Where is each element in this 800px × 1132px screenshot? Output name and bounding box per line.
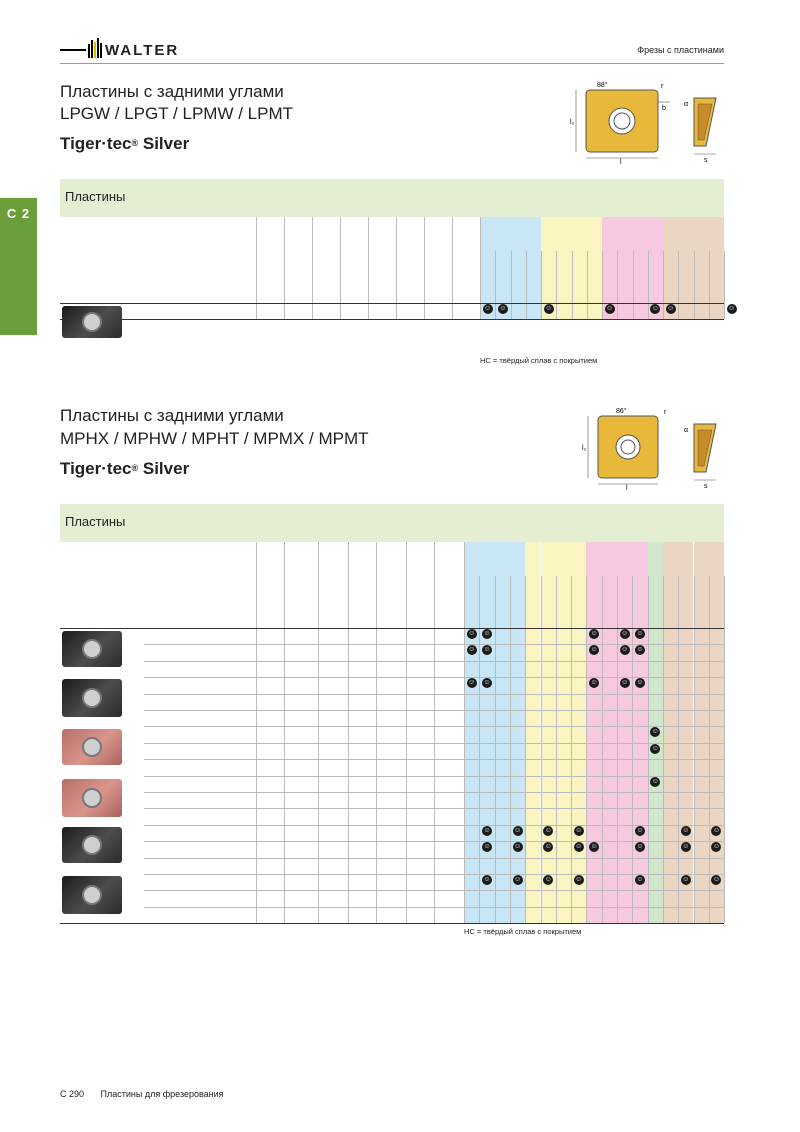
recommended-grade-icon: ☺ [712,843,721,851]
recommended-grade-icon: ☺ [621,630,629,637]
recommended-grade-icon: ☺ [483,843,491,851]
diagram2-r-label: r [664,409,667,416]
header-rule [60,303,724,304]
recommended-grade-icon: ☺ [483,826,491,834]
recommended-grade-icon: ☺ [682,843,690,851]
grade-band-s [663,542,678,923]
recommended-grade-icon: ☺ [651,728,659,736]
recommended-grade-icon: ☺ [468,679,476,687]
grade-band-k [632,542,647,923]
grade-band-m [556,542,571,923]
recommended-grade-icon: ☺ [621,646,629,654]
row-divider [144,743,724,744]
section1-table [60,217,736,353]
recommended-grade-icon: ☺ [575,826,583,834]
recommended-grade-icon: ☺ [544,843,552,851]
recommended-grade-icon: ☺ [682,876,690,883]
insert-photo [62,679,122,717]
insert-photo [62,306,122,338]
row-divider [144,694,724,695]
recommended-grade-icon: ☺ [513,876,522,883]
recommended-grade-icon: ☺ [483,646,491,654]
insert-photo-hole [82,639,102,659]
recommended-grade-icon: ☺ [651,744,659,752]
recommended-grade-icon: ☺ [544,826,552,834]
recommended-grade-icon: ☺ [636,843,644,851]
edges-header [288,546,310,624]
insert-photo [62,876,122,914]
diagram1-b-label: b [662,105,666,112]
grade-column-divider [694,251,695,319]
section2-table [60,542,724,924]
grade-column-divider [633,251,634,319]
column-divider [348,542,349,923]
recommended-grade-icon: ☺ [621,679,629,687]
recommended-grade-icon: ☺ [484,305,492,312]
recommended-grade-icon: ☺ [606,305,614,312]
insert-photo-hole [82,312,102,332]
diagram2-l2-label: l₂ [582,445,587,452]
row-divider [144,759,724,760]
row-divider [144,907,724,908]
column-divider [376,542,377,923]
grade-column-divider [587,251,588,319]
page-footer [60,1089,238,1099]
logo-bars [88,38,103,58]
recommended-grade-icon: ☺ [590,843,598,851]
grade-band-k [617,542,632,923]
header-section-title: Фрезы с пластинами [637,45,724,55]
recommended-grade-icon: ☺ [651,305,659,312]
insert-photo [62,729,122,765]
column-divider [284,542,285,923]
grade-band-p [464,542,479,923]
section2-title-line1: Пластины с задними углами [60,406,284,425]
insert-photo-hole [82,688,102,708]
insert-photo-hole [82,885,102,905]
section1-subtitle: Tiger·tec® Silver [60,134,190,153]
recommended-grade-icon: ☺ [590,679,598,687]
insert-photo [62,779,122,817]
grade-column-divider [709,251,710,319]
insert-photo [62,827,122,863]
recommended-grade-icon: ☺ [483,630,491,637]
grade-band-p [479,542,494,923]
diagram2-l-label: l [626,485,628,492]
row-divider [144,890,724,891]
recommended-grade-icon: ☺ [636,630,644,637]
page-header [60,36,724,64]
recommended-grade-icon: ☺ [636,679,644,687]
grade-band-k [602,542,617,923]
diagram1-s-label: s [704,157,708,164]
column-divider [256,542,257,923]
grade-band-k [586,542,601,923]
recommended-grade-icon: ☺ [636,646,644,654]
grade-band-s [678,542,693,923]
recommended-grade-icon: ☺ [682,826,690,834]
grade-column-divider [495,251,496,319]
insert-photo [62,631,122,667]
grade-column-divider [602,251,603,319]
edges-header [288,221,310,299]
grade-column-divider [724,576,725,923]
recommended-grade-icon: ☺ [651,777,659,785]
recommended-grade-icon: ☺ [545,305,553,312]
section2-subtitle: Tiger·tec® Silver [60,459,190,478]
recommended-grade-icon: ☺ [513,826,522,834]
insert-photo-hole [82,788,102,808]
table-bottom-rule [60,319,724,320]
row-divider [144,808,724,809]
grade-band-m [525,542,540,923]
grade-column-divider [556,251,557,319]
recommended-grade-icon: ☺ [499,305,507,312]
grade-column-divider [464,542,465,923]
row-divider [144,858,724,859]
column-divider [434,542,435,923]
section1-title-line1: Пластины с задними углами [60,82,284,101]
section2-title-line2: MPHX / MPHW / MPHT / MPMX / MPMT [60,429,369,448]
row-divider [144,710,724,711]
diagram1-alpha-label: α [684,101,689,108]
grade-band-s [694,542,709,923]
section2-bar: Пластины [60,504,724,542]
diagram1-l-label: l [620,159,622,166]
recommended-grade-icon: ☺ [483,679,491,687]
grade-band-m [541,542,556,923]
walter-logo [60,38,179,58]
grade-band-s [709,542,724,923]
grade-column-divider [617,251,618,319]
recommended-grade-icon: ☺ [590,630,598,637]
logo-line [60,49,86,51]
section1-note: HC = твёрдый сплав с покрытием [480,356,598,365]
diagram1-angle-label: 88° [597,82,608,89]
grade-column-divider [648,251,649,319]
section2-note: HC = твёрдый сплав с покрытием [464,927,582,936]
diagram2-s-label: s [704,483,708,490]
grade-column-divider [678,251,679,319]
recommended-grade-icon: ☺ [590,646,598,654]
grade-column-divider [511,251,512,319]
column-divider [406,542,407,923]
row-divider [144,726,724,727]
diagram1-l2-label: l₂ [570,119,575,126]
column-divider [318,542,319,923]
recommended-grade-icon: ☺ [544,876,552,883]
section1-title-line2: LPGW / LPGT / LPMW / LPMT [60,104,294,123]
recommended-grade-icon: ☺ [712,876,721,883]
chapter-tab: C 2 [0,198,37,335]
grade-column-divider [541,251,542,319]
recommended-grade-icon: ☺ [575,843,583,851]
insert-photo-hole [82,835,102,855]
diagram1-r-label: r [661,83,664,90]
grade-band-p [510,542,525,923]
grade-column-divider [572,251,573,319]
grade-band-m [571,542,586,923]
recommended-grade-icon: ☺ [575,876,583,883]
row-divider [144,661,724,662]
recommended-grade-icon: ☺ [483,876,491,883]
grade-column-divider [663,251,664,319]
section1-insert-diagram [566,78,726,168]
section1-bar: Пластины [60,179,724,217]
row-divider [144,792,724,793]
diagram2-angle-label: 86° [616,408,627,415]
recommended-grade-icon: ☺ [468,646,476,654]
row-divider [144,776,724,777]
recommended-grade-icon: ☺ [468,630,476,637]
recommended-grade-icon: ☺ [636,876,644,883]
recommended-grade-icon: ☺ [728,305,736,312]
recommended-grade-icon: ☺ [667,305,675,312]
grade-band-p [495,542,510,923]
recommended-grade-icon: ☺ [712,826,721,834]
brand-name: WALTER [105,42,180,59]
table-bottom-rule [60,923,724,924]
recommended-grade-icon: ☺ [513,843,522,851]
recommended-grade-icon: ☺ [636,826,644,834]
footer-page-number: C 290 [60,1089,85,1099]
diagram2-alpha-label: α [684,427,689,434]
section2-insert-diagram [578,404,726,494]
grade-column-divider [526,251,527,319]
insert-photo-hole [82,737,102,757]
footer-title: Пластины для фрезерования [100,1089,224,1099]
grade-column-divider [724,251,725,319]
